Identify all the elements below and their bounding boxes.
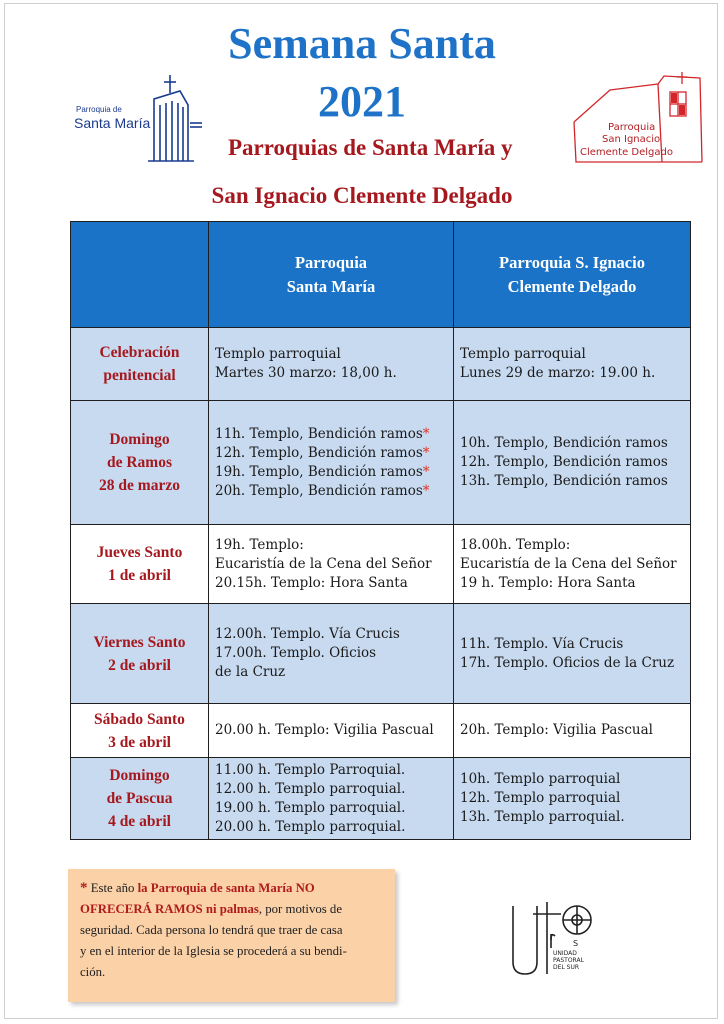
san-ignacio-cell [454,704,691,758]
schedule-line: 13h. Templo, Bendición ramos [460,473,668,489]
table-row [71,328,691,401]
schedule-line: 13h. Templo parroquial. [460,809,625,825]
ups-line1: UNIDAD [553,950,577,957]
san-ignacio-logo [570,70,705,170]
day-line: de Pascua [106,790,173,807]
schedule-line: 12h. Templo parroquial [460,790,621,806]
schedule-line: 20.00 h. Templo parroquial. [215,818,406,835]
ups-line3: DEL SUR [553,964,580,971]
san-ignacio-cell [454,604,691,704]
day-line: Jueves Santo [96,544,183,561]
schedule-line: Templo parroquial [460,346,586,362]
day-line: penitencial [103,367,176,384]
schedule-line: Eucaristía de la Cena del Señor [215,555,432,572]
asterisk-mark: * [422,425,430,442]
schedule-line: 10h. Templo parroquial [460,771,621,787]
asterisk-mark: * [422,444,430,461]
asterisk-mark: * [422,463,430,480]
ups-line2: PASTORAL [553,957,584,964]
santa-maria-cell [209,525,454,604]
svg-text:S: S [573,939,579,948]
note-emphasis-1: la Parroquia de santa María NO [137,881,315,895]
table-row [71,758,691,840]
header-si-line2: Clemente Delgado [507,276,637,296]
note-emphasis-2: OFRECERÁ RAMOS ni palmas [80,902,259,916]
table-header-row [71,222,691,328]
table-row [71,704,691,758]
san-ignacio-cell [454,758,691,840]
day-cell [71,704,209,758]
note-text: seguridad. Cada persona lo tendrá que traer de casa [80,923,343,937]
logo-label-small: Parroquia de [76,105,122,114]
day-line: Sábado Santo [94,710,185,728]
schedule-line: 17.00h. Templo. Oficios [215,645,377,661]
day-line: 4 de abril [108,813,171,830]
day-line: 2 de abril [108,656,171,674]
santa-maria-logo [70,75,210,165]
day-line: Viernes Santo [93,633,186,651]
table-row [71,604,691,704]
schedule-line: 17h. Templo. Oficios de la Cruz [460,654,675,671]
santa-maria-cell [209,401,454,525]
note-box [68,869,395,1002]
logo-si-line3: Clemente Delgado [580,147,673,158]
note-text: ción. [80,965,106,979]
schedule-line: Templo parroquial [215,346,341,362]
day-line: de Ramos [106,454,172,471]
schedule-line: Eucaristía de la Cena del Señor [460,555,677,572]
schedule-table [70,221,691,840]
schedule-line: 12h. Templo, Bendición ramos [460,454,668,470]
logo-label-large: Santa María [74,115,151,131]
header-sm-line2: Santa María [286,276,376,296]
santa-maria-cell [209,604,454,704]
table-row [71,525,691,604]
schedule-line: 12.00h. Templo. Vía Crucis [215,626,400,642]
table-row [71,401,691,525]
san-ignacio-cell [454,328,691,401]
schedule-line: 20.15h. Templo: Hora Santa [215,574,408,591]
ups-label [553,950,584,971]
schedule-line: 19h. Templo: [215,536,304,553]
page-year: 2021 [318,77,406,126]
day-line: 28 de marzo [99,477,180,494]
day-cell [71,401,209,525]
header-san-ignacio [454,222,691,328]
day-line: 3 de abril [108,733,171,751]
header-empty [71,222,209,328]
day-line: Domingo [109,431,170,448]
schedule-line: 20h. Templo: Vigilia Pascual [460,722,653,738]
schedule-line: 12h. Templo, Bendición ramos [215,444,423,461]
schedule-line: 18.00h. Templo: [460,536,571,553]
schedule-line: 11h. Templo. Vía Crucis [460,635,624,652]
schedule-line: 19.00 h. Templo parroquial. [215,799,406,816]
ups-emblem-icon [505,900,605,990]
schedule-line: 19 h. Templo: Hora Santa [460,574,636,591]
day-cell [71,328,209,401]
schedule-line: 19h. Templo, Bendición ramos [215,463,423,480]
san-ignacio-cell [454,401,691,525]
header-sm-line1: Parroquia [294,252,368,272]
asterisk-mark: * [422,482,430,499]
day-cell [71,758,209,840]
subtitle-line1: Parroquias de Santa María y [228,135,513,160]
header-si-line1: Parroquia S. Ignacio [499,252,645,272]
subtitle-line2: San Ignacio Clemente Delgado [211,183,513,208]
logo-si-line1: Parroquia [608,122,656,133]
santa-maria-cell [209,704,454,758]
schedule-line: 11h. Templo, Bendición ramos [215,425,423,442]
note-asterisk: * [80,880,88,896]
schedule-line: 20.00 h. Templo: Vigilia Pascual [215,722,434,738]
header-santa-maria [209,222,454,328]
unidad-pastoral-logo [505,900,605,990]
schedule-line: 12.00 h. Templo parroquial. [215,780,406,797]
santa-maria-cell [209,758,454,840]
day-cell [71,604,209,704]
note-text: , por motivos de [258,902,343,916]
san-ignacio-cell [454,525,691,604]
schedule-line: 20h. Templo, Bendición ramos [215,482,423,499]
day-line: Domingo [109,767,170,784]
santa-maria-cell [209,328,454,401]
logo-si-line2: San Ignacio [602,134,661,145]
day-cell [71,525,209,604]
schedule-line: Lunes 29 de marzo: 19.00 h. [460,365,656,381]
day-line: 1 de abril [108,567,171,584]
schedule-line: de la Cruz [215,664,286,680]
note-intro: Este año [90,881,135,895]
schedule-line: Martes 30 marzo: 18,00 h. [215,365,397,381]
note-text: y en el interior de la Iglesia se procederá a su bendi- [80,944,347,958]
schedule-line: 11.00 h. Templo Parroquial. [215,761,406,778]
schedule-line: 10h. Templo, Bendición ramos [460,435,668,451]
day-line: Celebración [99,344,180,361]
page-title: Semana Santa [228,19,496,68]
